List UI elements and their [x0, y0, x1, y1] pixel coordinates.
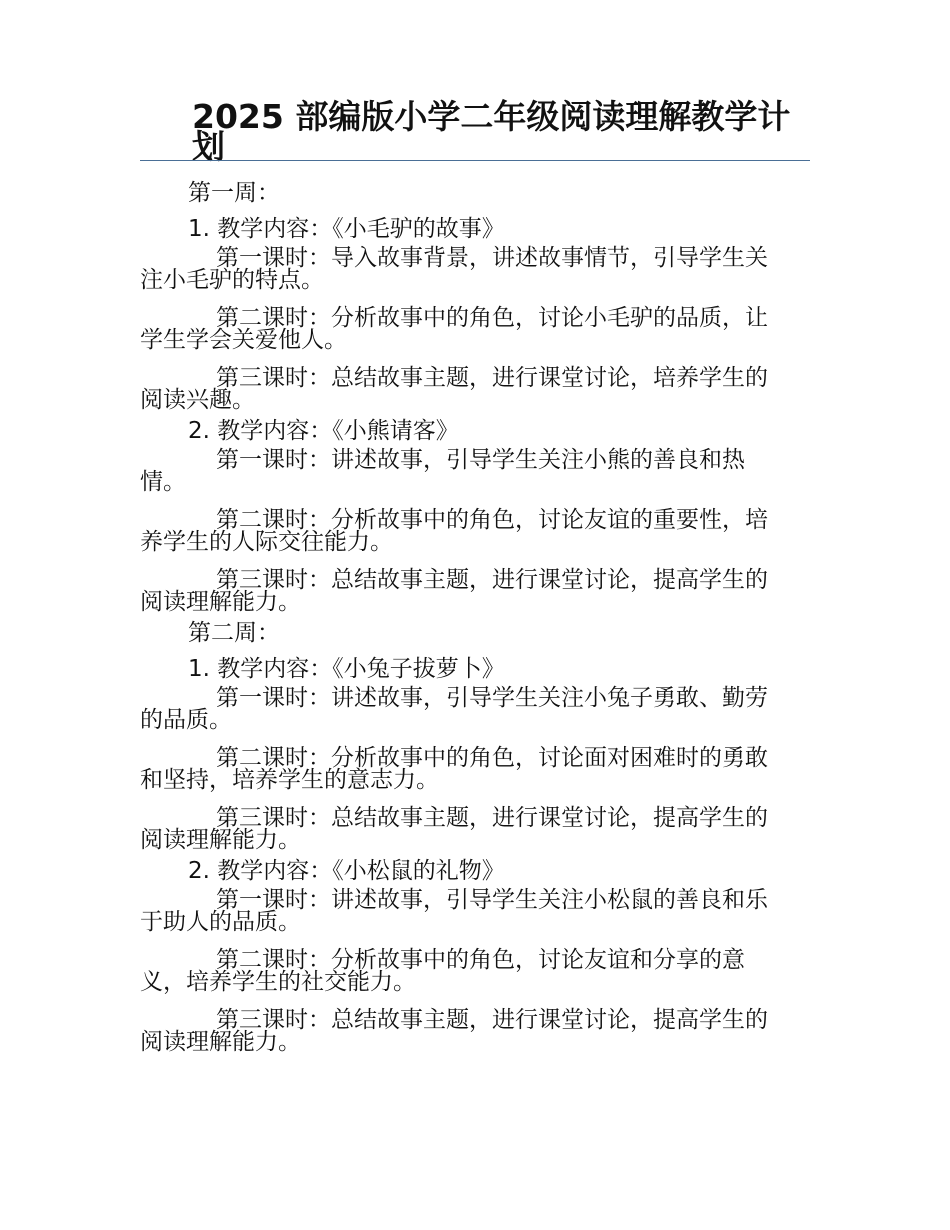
- document-body: [140, 175, 788, 1055]
- week-label: 第一周：: [188, 180, 280, 206]
- lesson-paragraph: 第二课时：分析故事中的角色，讨论友谊和分享的意义，培养学生的社交能力。: [140, 947, 745, 995]
- lesson-paragraph: 第三课时：总结故事主题，进行课堂讨论，提高学生的阅读理解能力。: [140, 1007, 768, 1055]
- title-underline: [140, 160, 810, 161]
- lesson-paragraph: 第三课时：总结故事主题，进行课堂讨论，提高学生的阅读理解能力。: [140, 567, 768, 615]
- lesson-paragraph: 第二课时：分析故事中的角色，讨论小毛驴的品质，让学生学会关爱他人。: [140, 305, 768, 353]
- unit-heading: 2. 教学内容：《小松鼠的礼物》: [188, 858, 505, 884]
- lesson-paragraph: 第二课时：分析故事中的角色，讨论友谊的重要性，培养学生的人际交往能力。: [140, 507, 768, 555]
- unit-heading: 1. 教学内容：《小兔子拔萝卜》: [188, 656, 505, 682]
- lesson-paragraph: 第二课时：分析故事中的角色，讨论面对困难时的勇敢和坚持，培养学生的意志力。: [140, 745, 768, 793]
- lesson-paragraph: 第一课时：讲述故事，引导学生关注小熊的善良和热情。: [140, 447, 745, 495]
- unit-heading: 2. 教学内容：《小熊请客》: [188, 418, 459, 444]
- unit-heading: 1. 教学内容：《小毛驴的故事》: [188, 216, 505, 242]
- lesson-paragraph: 第三课时：总结故事主题，进行课堂讨论，培养学生的阅读兴趣。: [140, 365, 768, 413]
- lesson-paragraph: 第一课时：讲述故事，引导学生关注小松鼠的善良和乐于助人的品质。: [140, 887, 768, 935]
- lesson-paragraph: 第一课时：讲述故事，引导学生关注小兔子勇敢、勤劳的品质。: [140, 685, 768, 733]
- lesson-paragraph: 第三课时：总结故事主题，进行课堂讨论，提高学生的阅读理解能力。: [140, 805, 768, 853]
- lesson-paragraph: 第一课时：导入故事背景，讲述故事情节，引导学生关注小毛驴的特点。: [140, 245, 768, 293]
- document-title: 2025 部编版小学二年级阅读理解教学计划: [192, 97, 791, 166]
- week-label: 第二周：: [188, 620, 280, 646]
